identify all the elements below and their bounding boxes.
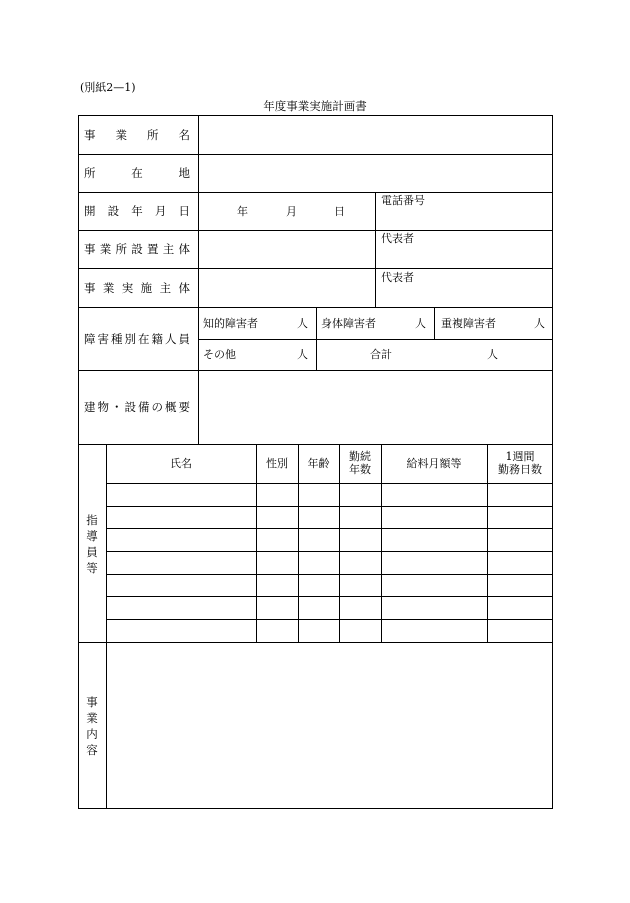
row-divider <box>78 642 553 643</box>
date-month: 月 <box>286 205 297 218</box>
other-label: その他 <box>203 348 236 361</box>
col-header-gender: 性別 <box>266 457 288 470</box>
total-label: 合計 <box>370 348 392 361</box>
staff-col-line <box>381 444 382 642</box>
date-day: 日 <box>334 205 345 218</box>
col-header-age: 年齢 <box>307 457 330 470</box>
col-header-weekly-days: 1週間 勤務日数 <box>498 450 542 476</box>
staff-row-line <box>106 528 553 529</box>
staff-row-line <box>106 574 553 575</box>
business-side-label: 事業内容 <box>86 695 98 757</box>
staff-col-line <box>298 444 299 642</box>
disability-members-label: 障 害 種 別 在 籍 人 員 <box>84 331 190 346</box>
label-divider <box>198 115 199 444</box>
multiple-label: 重複障害者 <box>441 317 496 330</box>
side-divider <box>106 444 107 809</box>
cell-divider <box>316 307 317 370</box>
staff-row-line <box>106 483 553 484</box>
cell-divider <box>375 192 376 307</box>
staff-row-line <box>106 506 553 507</box>
person-unit: 人 <box>297 348 308 361</box>
operator-label: 事 業 実 施 主 体 <box>84 280 190 295</box>
col-header-tenure: 勤続 年数 <box>349 450 371 476</box>
annex-number: (別紙2—1) <box>80 81 136 94</box>
building-label: 建 物 ・ 設 備 の 概 要 <box>84 400 190 414</box>
row-divider <box>78 444 553 445</box>
person-unit: 人 <box>534 317 545 330</box>
opening-date-label: 開 設 年 月 日 <box>84 204 190 218</box>
person-unit: 人 <box>487 348 498 361</box>
cell-divider <box>434 307 435 339</box>
physical-label: 身体障害者 <box>321 317 376 330</box>
person-unit: 人 <box>297 317 308 330</box>
staff-col-line <box>256 444 257 642</box>
person-unit: 人 <box>415 317 426 330</box>
phone-label: 電話番号 <box>381 194 425 207</box>
staff-row-line <box>106 551 553 552</box>
col-header-name: 氏名 <box>170 457 192 470</box>
date-year: 年 <box>237 205 248 218</box>
form-title: 年度事業実施計画書 <box>263 99 367 113</box>
staff-row-line <box>106 619 553 620</box>
intellectual-label: 知的障害者 <box>203 317 258 330</box>
staff-row-line <box>106 596 553 597</box>
representative-label: 代表者 <box>381 271 414 284</box>
staff-side-label: 指導員等 <box>86 513 98 575</box>
office-name-label: 事 業 所 名 <box>84 127 190 142</box>
row-divider <box>198 339 553 340</box>
representative-label: 代表者 <box>381 232 414 245</box>
col-header-salary: 給料月額等 <box>406 457 462 470</box>
location-label: 所 在 地 <box>84 166 190 180</box>
establisher-label: 事 業 所 設 置 主 体 <box>84 242 190 256</box>
